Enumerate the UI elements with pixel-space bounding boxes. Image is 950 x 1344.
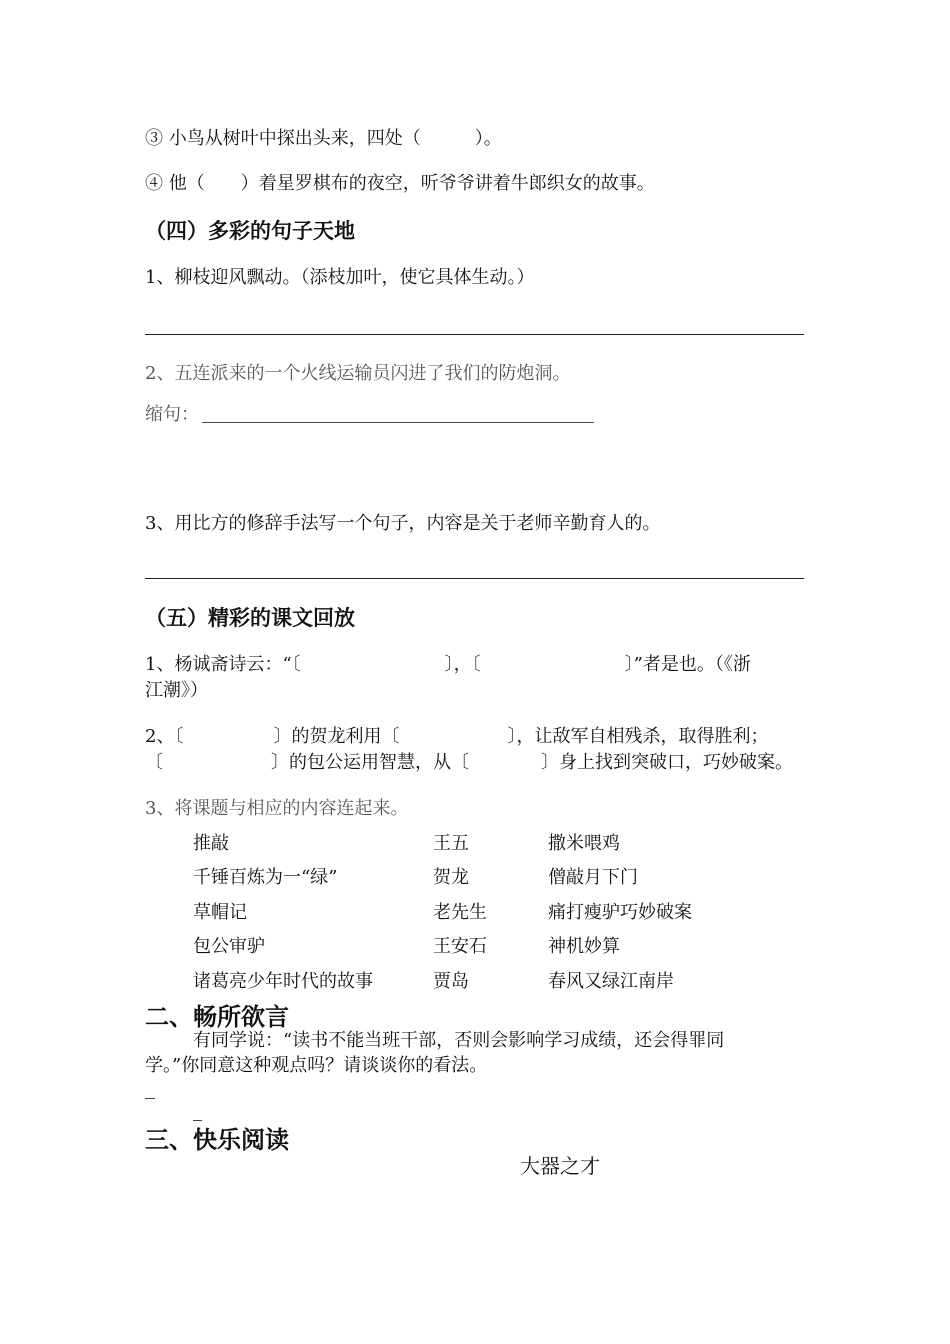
- section-4-item-1: 1、柳枝迎风飘动。（添枝加叶，使它具体生动。）: [145, 267, 535, 288]
- match-content[interactable]: 痛打瘦驴巧妙破案: [548, 902, 692, 923]
- reading-article-title: 大器之才: [520, 1154, 600, 1178]
- section-5-item-2-line-1: 2、〔 〕的贺龙利用〔 〕，让敌军自相残杀，取得胜利；: [145, 726, 769, 747]
- match-person[interactable]: 王安石: [433, 936, 487, 957]
- section-4-item-3: 3、用比方的修辞手法写一个句子，内容是关于老师辛勤育人的。: [145, 513, 661, 534]
- section-5-heading: （五）精彩的课文回放: [145, 606, 355, 630]
- answer-line-3[interactable]: [145, 578, 804, 579]
- condense-label: 缩句：: [145, 404, 199, 425]
- question-3-line: ③ 小鸟从树叶中探出头来，四处（ ）。: [145, 128, 502, 149]
- match-content[interactable]: 撒米喂鸡: [548, 833, 620, 854]
- match-person[interactable]: 贾岛: [433, 971, 469, 992]
- answer-line-2[interactable]: [202, 422, 594, 423]
- section-4-heading: （四）多彩的句子天地: [145, 219, 355, 243]
- section-5-item-2-line-2: 〔 〕的包公运用智慧，从〔 〕身上找到突破口，巧妙破案。: [145, 752, 793, 773]
- part-2-heading: 二、畅所欲言: [145, 1003, 289, 1031]
- answer-mark: [145, 1098, 155, 1099]
- match-title[interactable]: 包公审驴: [193, 936, 265, 957]
- section-5-item-3: 3、将课题与相应的内容连起来。: [145, 798, 409, 819]
- section-5-item-1-line-1: 1、杨诚斋诗云：“〔 〕，〔 〕”者是也。（《浙: [145, 654, 751, 675]
- match-content[interactable]: 春风又绿江南岸: [548, 971, 674, 992]
- section-4-item-2: 2、五连派来的一个火线运输员闪进了我们的防炮洞。: [145, 363, 571, 384]
- question-4-line: ④ 他（ ）着星罗棋布的夜空，听爷爷讲着牛郎织女的故事。: [145, 173, 655, 194]
- answer-line-1[interactable]: [145, 334, 804, 335]
- match-person[interactable]: 老先生: [433, 902, 487, 923]
- match-title[interactable]: 千锤百炼为一“绿”: [193, 867, 338, 888]
- match-title[interactable]: 诸葛亮少年时代的故事: [193, 971, 373, 992]
- part-2-paragraph-line-1: 有同学说：“读书不能当班干部，否则会影响学习成绩，还会得罪同: [193, 1030, 725, 1051]
- answer-mark: [193, 1120, 202, 1121]
- section-5-item-1-line-2: 江潮》）: [145, 680, 208, 701]
- match-person[interactable]: 贺龙: [433, 867, 469, 888]
- part-3-heading: 三、快乐阅读: [145, 1126, 289, 1154]
- match-content[interactable]: 僧敲月下门: [548, 867, 638, 888]
- match-content[interactable]: 神机妙算: [548, 936, 620, 957]
- match-title[interactable]: 推敲: [193, 833, 229, 854]
- match-person[interactable]: 王五: [433, 833, 469, 854]
- match-title[interactable]: 草帽记: [193, 902, 247, 923]
- part-2-paragraph-line-2: 学。”你同意这种观点吗？请谈谈你的看法。: [145, 1055, 488, 1076]
